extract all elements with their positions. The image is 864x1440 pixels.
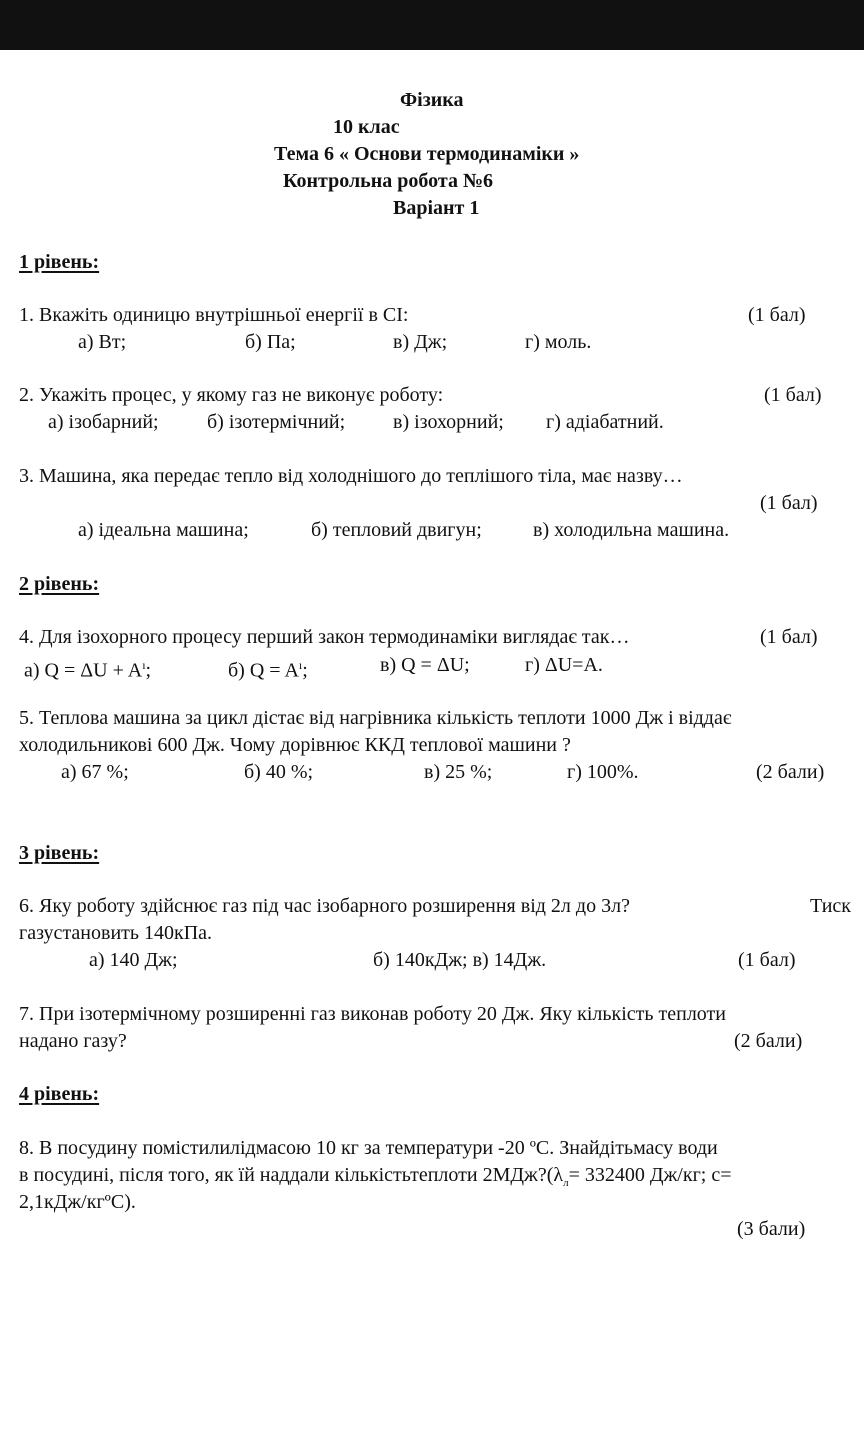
question-7-line-2: надано газу? [19, 1030, 127, 1052]
question-6-line-2: газустановить 140кПа. [19, 922, 213, 944]
question-2-text: 2. Укажіть процес, у якому газ не виконує роботу: [19, 384, 444, 406]
question-3-option-c: в) холодильна машина. [533, 519, 730, 541]
question-5-option-d: г) 100%. [567, 761, 639, 783]
question-7-line-1: 7. При ізотермічному розширенні газ виконав роботу 20 Дж. Яку кількість теплоти [19, 1003, 726, 1025]
work-title: Контрольна робота №6 [283, 170, 494, 192]
question-1-option-b: б) Па; [245, 331, 296, 353]
question-4-option-a [24, 653, 151, 683]
question-2-option-c: в) ізохорний; [393, 411, 504, 433]
question-1-text: 1. Вкажіть одиницю внутрішньої енергії в СІ: [19, 304, 409, 326]
question-1-option-d: г) моль. [525, 331, 592, 353]
top-black-bar [0, 0, 864, 50]
question-3-option-a: а) ідеальна машина; [78, 519, 249, 541]
semicolon: ; [302, 659, 308, 682]
question-6-line-1-end: Тиск [810, 895, 852, 917]
question-5-line-2: холодильникові 600 Дж. Чому дорівнює ККД теплової машини ? [19, 734, 571, 756]
level-1-heading: 1 рівень: [19, 251, 100, 273]
question-5-option-a: а) 67 %; [61, 761, 129, 783]
question-2-points: (1 бал) [764, 384, 822, 406]
grade-title: 10 клас [333, 116, 400, 138]
question-5-option-c: в) 25 %; [424, 761, 493, 783]
question-2-option-a: а) ізобарний; [48, 411, 159, 433]
subject-title: Фізика [400, 89, 464, 111]
question-6-points: (1 бал) [738, 949, 796, 971]
question-6-line-1: 6. Яку роботу здійснює газ під час ізобарного розширення від 2л до 3л? [19, 895, 630, 917]
question-3-points: (1 бал) [760, 492, 818, 514]
superscript-mark: ı [298, 658, 303, 672]
level-3-heading: 3 рівень: [19, 842, 100, 864]
question-2-option-d: г) адіабатний. [546, 411, 664, 433]
level-4-heading: 4 рівень: [19, 1083, 100, 1105]
question-3-option-b: б) тепловий двигун; [311, 519, 482, 541]
lambda-subscript: л [563, 1177, 569, 1189]
question-4-text: 4. Для ізохорного процесу перший закон термодинаміки виглядає так… [19, 626, 630, 648]
question-8-line-2-end: = 332400 Дж/кг; с= [568, 1164, 732, 1186]
question-1-option-a: а) Вт; [78, 331, 127, 353]
question-4-option-b [228, 653, 308, 683]
question-8-line-1: 8. В посудину помістилилідмасою 10 кг за температури -20 ºС. Знайдітьмасу води [19, 1137, 718, 1159]
superscript-mark: ı [142, 658, 146, 672]
question-5-option-b: б) 40 %; [244, 761, 314, 783]
question-8-line-2-text: в посудині, після того, як їй наддали кількістьтеплоти 2МДж?(λ [19, 1164, 564, 1186]
question-4-option-c: в) Q = ΔU; [380, 654, 470, 676]
question-8-points: (3 бали) [737, 1218, 806, 1240]
question-1-option-c: в) Дж; [393, 331, 448, 353]
question-8-line-3: 2,1кДж/кгºС). [19, 1191, 136, 1213]
variant-title: Варіант 1 [393, 197, 480, 219]
question-4-option-d: г) ΔU=A. [525, 654, 603, 676]
level-2-heading: 2 рівень: [19, 573, 100, 595]
question-5-line-1: 5. Теплова машина за цикл дістає від нагрівника кількість теплоти 1000 Дж і віддає [19, 707, 732, 729]
question-4-option-b-text: б) Q = A [228, 659, 299, 682]
question-5-points: (2 бали) [756, 761, 825, 783]
question-1-points: (1 бал) [748, 304, 806, 326]
question-6-option-a: а) 140 Дж; [89, 949, 178, 971]
topic-title: Тема 6 « Основи термодинаміки » [274, 143, 580, 165]
question-4-option-a-text: а) Q = ΔU + A [24, 659, 143, 682]
semicolon: ; [145, 659, 152, 682]
question-7-points: (2 бали) [734, 1030, 803, 1052]
question-6-option-b-c: б) 140кДж; в) 14Дж. [373, 949, 547, 971]
question-4-points: (1 бал) [760, 626, 818, 648]
question-2-option-b: б) ізотермічний; [207, 411, 346, 433]
question-3-text: 3. Машина, яка передає тепло від холоднішого до теплішого тіла, має назву… [19, 465, 683, 487]
